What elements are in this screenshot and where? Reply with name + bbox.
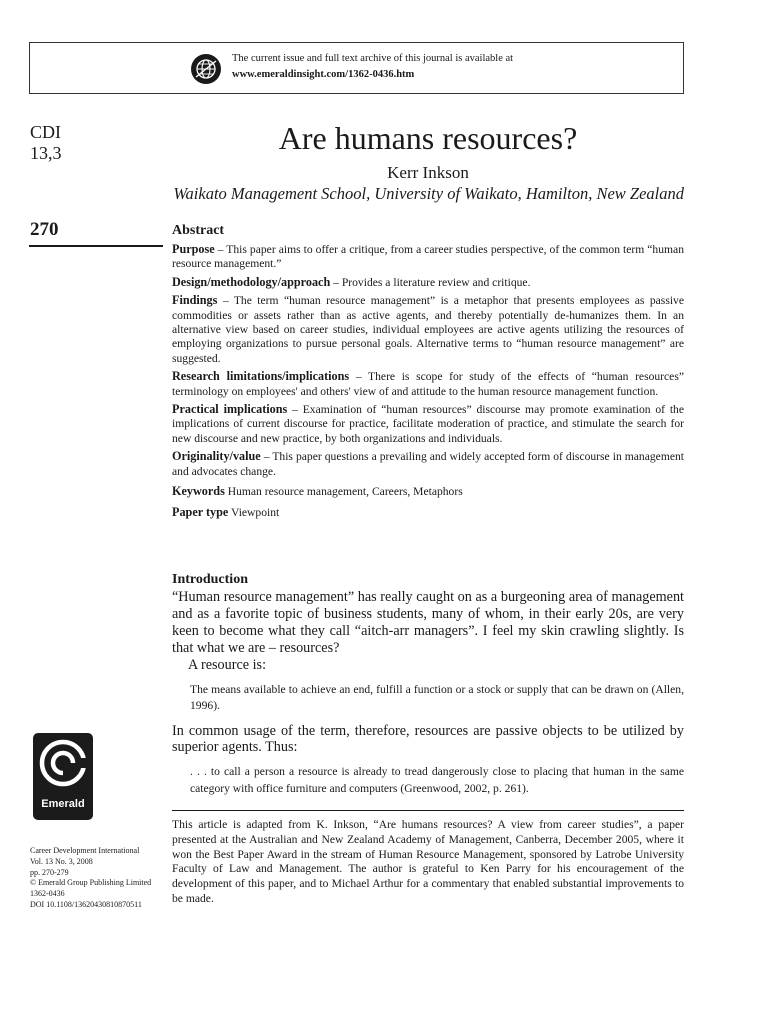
journal-info xyxy=(30,846,170,911)
abstract-text: – The term “human resource management” is a metaphor that presents employees as passive commodities or assets rather than as active agents, and thereby potentially de-humanizes them. In an alternative view based on career studies, individual employees are active agents utilizing the resources of employing organizations to pursue personal goals. Alternative terms to “human resource management” are suggested. xyxy=(172,294,684,365)
abstract-text: – Provides a literature review and critique. xyxy=(330,275,531,289)
abstract-label: Practical implications xyxy=(172,402,288,417)
footnote-divider xyxy=(172,810,684,811)
abstract-design xyxy=(172,275,684,290)
globe-icon xyxy=(190,53,222,85)
author-affiliation: Waikato Management School, University of Waikato, Hamilton, New Zealand xyxy=(173,184,684,203)
abstract-text: – There is scope for study of the effects of “human resources” terminology on employees' and others' view of and attitude to the human resource management function. xyxy=(172,370,684,398)
body-paragraph: “Human resource management” has really caught on as a burgeoning area of management and as a favorite topic of business students, many of whom, in their early 20s, are very keen to become what they call “aitch-arr managers”. I feel my skin crawling slightly. Is that what we are – resources? xyxy=(172,589,684,656)
journal-volume: 13,3 xyxy=(30,143,62,163)
abstract-text: – This paper questions a prevailing and widely accepted form of discourse in management and advocates change. xyxy=(172,450,684,478)
abstract-limitations xyxy=(172,369,684,399)
abstract-originality xyxy=(172,449,684,479)
footnote: This article is adapted from K. Inkson, “Are humans resources? A view from career studies”, a paper presented at the Australian and New Zealand Academy of Management, Canberra, December 2005, where it won the Best Paper Award in the stream of Human Resource Management, sponsored by Latrobe University Faculty of Law and Management. The author is grateful to Ken Parry for his encouragement of the development of this paper, and to Michael Arthur for a commentary that enabled substantial improvements to be made. xyxy=(172,818,684,905)
emerald-logo-text: Emerald xyxy=(41,798,85,810)
abstract-text: – This paper aims to offer a critique, from a career studies perspective, of the common term “human resource management.” xyxy=(172,243,684,271)
journal-url-link[interactable]: www.emeraldinsight.com/1362-0436.htm xyxy=(232,69,415,80)
abstract-label: Research limitations/implications xyxy=(172,369,350,384)
block-quote: The means available to achieve an end, fulfill a function or a stock or supply that can be drawn on (Allen, 1996). xyxy=(190,682,684,713)
author-name: Kerr Inkson xyxy=(387,163,469,182)
abstract-label: Design/methodology/approach xyxy=(172,274,331,289)
abstract-findings xyxy=(172,293,684,366)
keywords-text: Human resource management, Careers, Metaphors xyxy=(227,485,463,499)
abstract-section xyxy=(172,222,684,523)
journal-info-line: © Emerald Group Publishing Limited xyxy=(30,878,152,888)
abstract-practical xyxy=(172,402,684,446)
article-title: Are humans resources? xyxy=(278,120,578,156)
paper-type-label: Paper type xyxy=(172,504,229,519)
abstract-purpose xyxy=(172,242,684,272)
archive-notice: The current issue and full text archive of this journal is available at xyxy=(232,53,514,64)
keywords-label: Keywords xyxy=(172,484,225,499)
journal-info-line: pp. 270-279 xyxy=(30,867,69,877)
abstract-label: Findings xyxy=(172,293,218,308)
abstract-text: – Examination of “human resources” discourse may promote examination of the implications of current discourse for practice, facilitate moderation of practice, and stimulate the search for new discourse and new practice, by both organizations and individuals. xyxy=(172,403,684,445)
body-paragraph: In common usage of the term, therefore, resources are passive objects to be utilized by superior agents. Thus: xyxy=(172,722,684,756)
block-quote: . . . to call a person a resource is already to tread dangerously close to placing that human in the same category with office furniture and computers (Greenwood, 2002, p. 261). xyxy=(190,765,684,795)
abstract-label: Purpose xyxy=(172,242,215,256)
journal-info-line: DOI 10.1108/13620430810870511 xyxy=(30,899,142,909)
paper-type-text: Viewpoint xyxy=(231,505,280,519)
abstract-heading: Abstract xyxy=(172,223,225,238)
journal-access-banner xyxy=(29,42,684,94)
article-body xyxy=(172,571,684,805)
page-number: 270 xyxy=(30,219,59,240)
abstract-paper-type xyxy=(172,505,684,520)
abstract-label: Originality/value xyxy=(172,449,261,464)
body-paragraph: A resource is: xyxy=(188,656,267,673)
journal-info-line: Career Development International xyxy=(30,846,140,855)
abstract-keywords xyxy=(172,484,684,499)
journal-info-line: Vol. 13 No. 3, 2008 xyxy=(30,856,93,866)
margin-divider xyxy=(29,245,163,247)
journal-abbreviation: CDI xyxy=(30,122,61,142)
emerald-swirl-icon xyxy=(33,733,93,797)
journal-info-line: 1362-0436 xyxy=(30,889,65,899)
section-heading: Introduction xyxy=(172,572,248,587)
